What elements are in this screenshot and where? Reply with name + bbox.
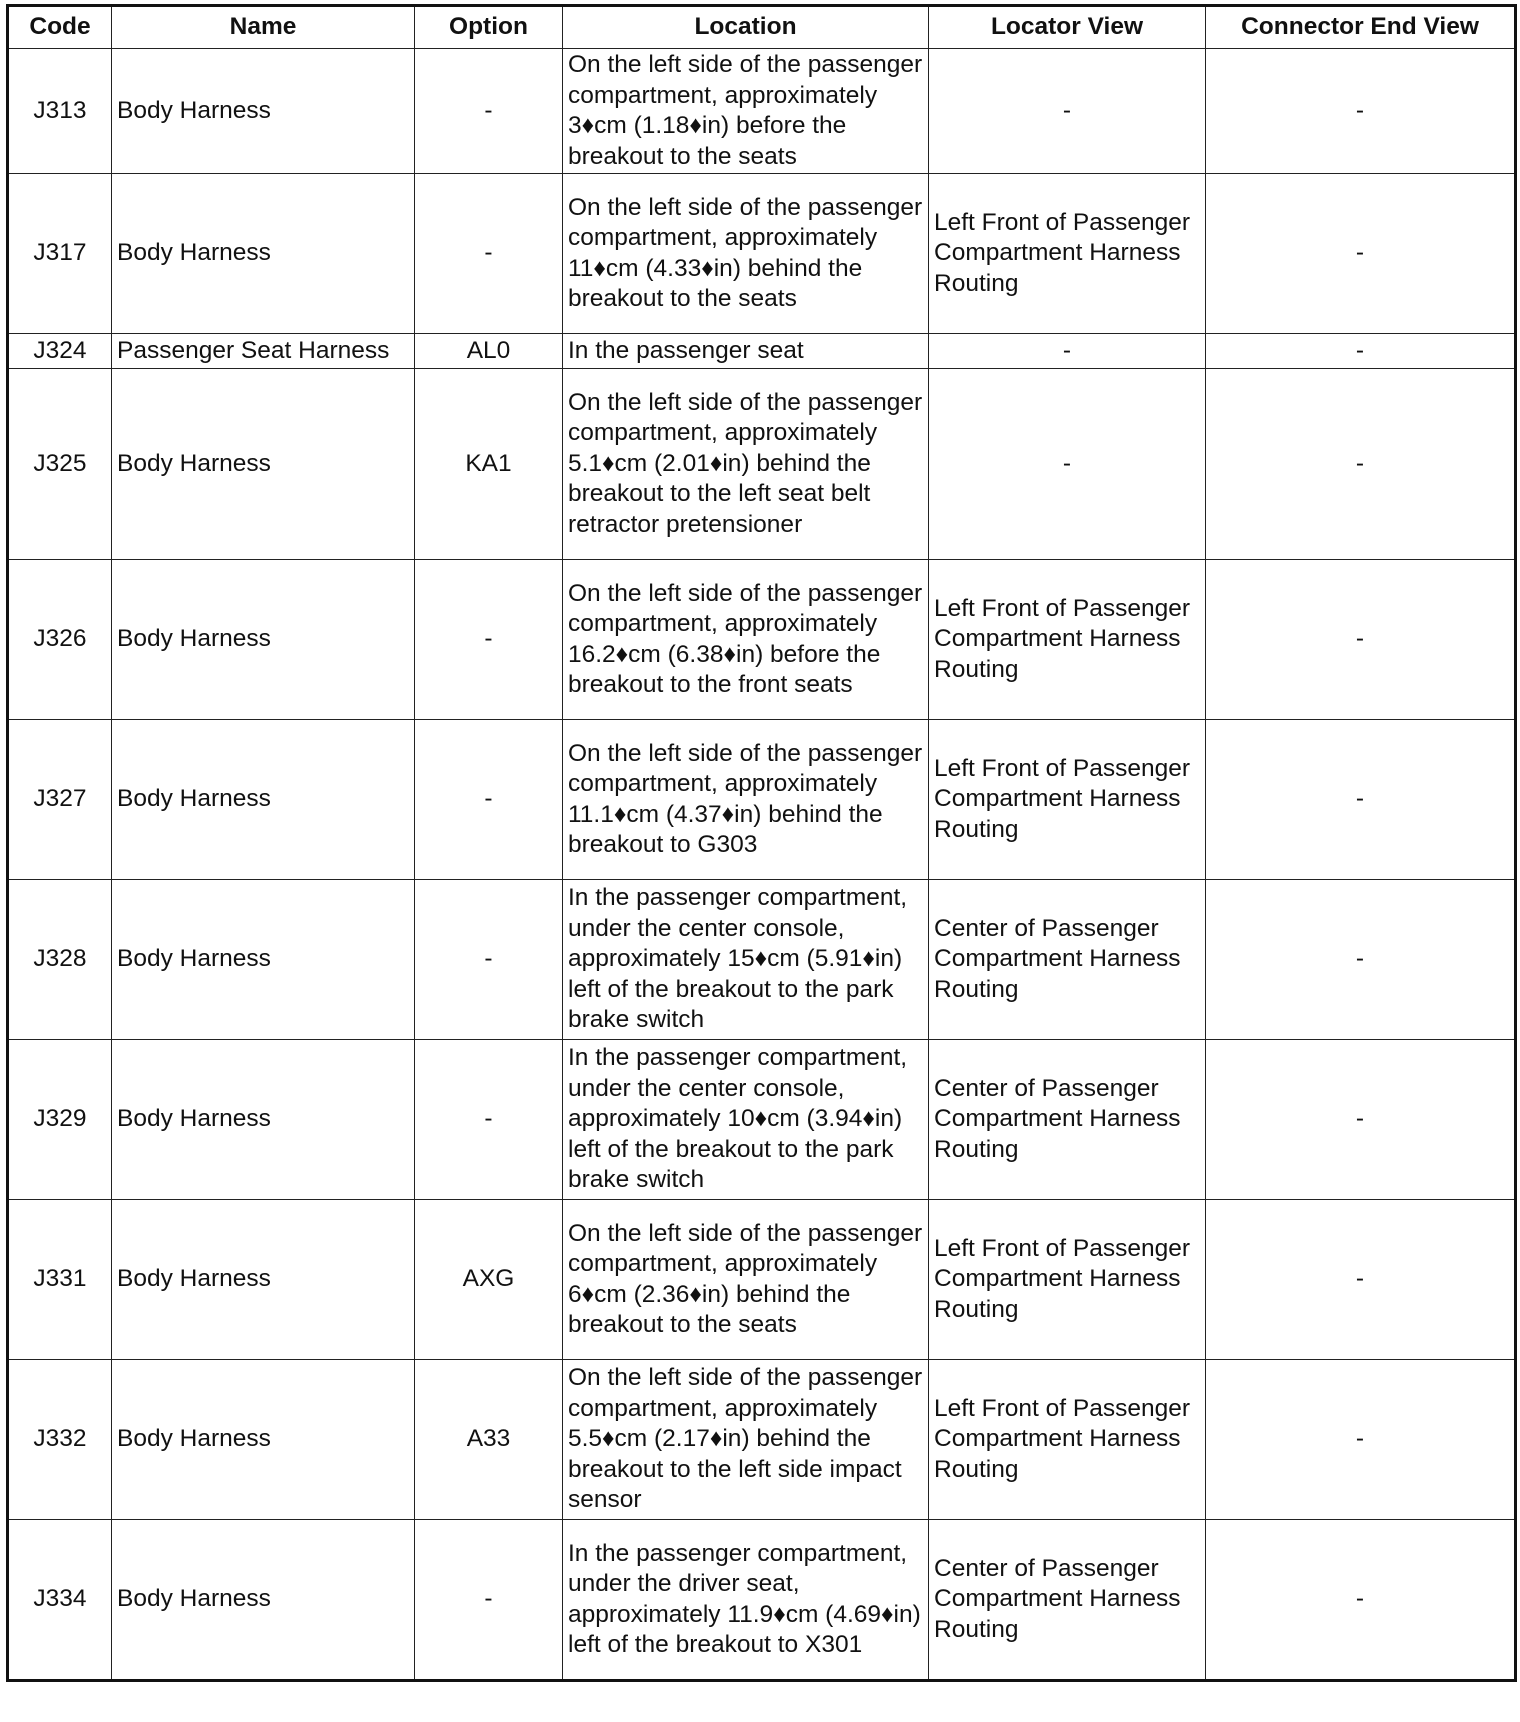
cell-name: Body Harness <box>112 1040 415 1200</box>
cell-location: On the left side of the passenger compartment, approximately 11♦cm (4.33♦in) behind the breakout to the seats <box>563 174 929 334</box>
header-connector-end-view: Connector End View <box>1206 6 1516 49</box>
cell-option: AL0 <box>415 334 563 369</box>
cell-name: Body Harness <box>112 369 415 560</box>
cell-connector-end-view: - <box>1206 1200 1516 1360</box>
cell-connector-end-view: - <box>1206 1040 1516 1200</box>
cell-option: - <box>415 720 563 880</box>
cell-location: On the left side of the passenger compartment, approximately 5.1♦cm (2.01♦in) behind the breakout to the left seat belt retractor pretensioner <box>563 369 929 560</box>
table-row <box>8 1040 1516 1200</box>
cell-location: On the left side of the passenger compartment, approximately 3♦cm (1.18♦in) before the breakout to the seats <box>563 49 929 174</box>
cell-code: J325 <box>8 369 112 560</box>
table-header-row <box>8 6 1516 49</box>
cell-locator-view: Left Front of Passenger Compartment Harness Routing <box>929 720 1206 880</box>
cell-option: AXG <box>415 1200 563 1360</box>
cell-locator-view: Center of Passenger Compartment Harness Routing <box>929 1040 1206 1200</box>
table-row <box>8 1200 1516 1360</box>
table-row <box>8 720 1516 880</box>
cell-code: J332 <box>8 1360 112 1520</box>
cell-option: - <box>415 1040 563 1200</box>
cell-location: In the passenger compartment, under the center console, approximately 10♦cm (3.94♦in) left of the breakout to the park brake switch <box>563 1040 929 1200</box>
cell-name: Passenger Seat Harness <box>112 334 415 369</box>
cell-code: J334 <box>8 1520 112 1681</box>
cell-connector-end-view: - <box>1206 880 1516 1040</box>
cell-connector-end-view: - <box>1206 174 1516 334</box>
cell-name: Body Harness <box>112 174 415 334</box>
cell-code: J317 <box>8 174 112 334</box>
cell-locator-view: - <box>929 49 1206 174</box>
cell-code: J327 <box>8 720 112 880</box>
header-locator-view: Locator View <box>929 6 1206 49</box>
cell-code: J331 <box>8 1200 112 1360</box>
cell-code: J328 <box>8 880 112 1040</box>
table-row <box>8 174 1516 334</box>
header-option: Option <box>415 6 563 49</box>
cell-connector-end-view: - <box>1206 1360 1516 1520</box>
cell-location: On the left side of the passenger compartment, approximately 6♦cm (2.36♦in) behind the breakout to the seats <box>563 1200 929 1360</box>
cell-option: KA1 <box>415 369 563 560</box>
cell-connector-end-view: - <box>1206 369 1516 560</box>
cell-location: On the left side of the passenger compartment, approximately 16.2♦cm (6.38♦in) before the breakout to the front seats <box>563 560 929 720</box>
cell-option: - <box>415 174 563 334</box>
table-row <box>8 560 1516 720</box>
cell-location: In the passenger seat <box>563 334 929 369</box>
cell-option: A33 <box>415 1360 563 1520</box>
cell-code: J324 <box>8 334 112 369</box>
cell-location: In the passenger compartment, under the center console, approximately 15♦cm (5.91♦in) left of the breakout to the park brake switch <box>563 880 929 1040</box>
cell-location: On the left side of the passenger compartment, approximately 11.1♦cm (4.37♦in) behind the breakout to G303 <box>563 720 929 880</box>
cell-connector-end-view: - <box>1206 334 1516 369</box>
cell-option: - <box>415 49 563 174</box>
cell-name: Body Harness <box>112 49 415 174</box>
cell-locator-view: Left Front of Passenger Compartment Harness Routing <box>929 1360 1206 1520</box>
table-row <box>8 1360 1516 1520</box>
connector-table <box>6 4 1517 1682</box>
cell-name: Body Harness <box>112 880 415 1040</box>
cell-locator-view: - <box>929 334 1206 369</box>
header-name: Name <box>112 6 415 49</box>
cell-name: Body Harness <box>112 1200 415 1360</box>
header-location: Location <box>563 6 929 49</box>
cell-locator-view: Center of Passenger Compartment Harness Routing <box>929 880 1206 1040</box>
cell-locator-view: Left Front of Passenger Compartment Harness Routing <box>929 174 1206 334</box>
cell-code: J329 <box>8 1040 112 1200</box>
cell-locator-view: Center of Passenger Compartment Harness Routing <box>929 1520 1206 1681</box>
table-row <box>8 1520 1516 1681</box>
cell-name: Body Harness <box>112 1520 415 1681</box>
cell-locator-view: - <box>929 369 1206 560</box>
cell-connector-end-view: - <box>1206 560 1516 720</box>
table-row <box>8 369 1516 560</box>
cell-option: - <box>415 880 563 1040</box>
cell-code: J326 <box>8 560 112 720</box>
table-row <box>8 880 1516 1040</box>
cell-connector-end-view: - <box>1206 720 1516 880</box>
cell-connector-end-view: - <box>1206 1520 1516 1681</box>
cell-locator-view: Left Front of Passenger Compartment Harness Routing <box>929 1200 1206 1360</box>
cell-code: J313 <box>8 49 112 174</box>
cell-option: - <box>415 1520 563 1681</box>
cell-name: Body Harness <box>112 560 415 720</box>
cell-locator-view: Left Front of Passenger Compartment Harness Routing <box>929 560 1206 720</box>
cell-name: Body Harness <box>112 720 415 880</box>
table-row <box>8 334 1516 369</box>
cell-connector-end-view: - <box>1206 49 1516 174</box>
header-code: Code <box>8 6 112 49</box>
cell-location: On the left side of the passenger compartment, approximately 5.5♦cm (2.17♦in) behind the breakout to the left side impact sensor <box>563 1360 929 1520</box>
cell-name: Body Harness <box>112 1360 415 1520</box>
table-row <box>8 49 1516 174</box>
cell-option: - <box>415 560 563 720</box>
cell-location: In the passenger compartment, under the driver seat, approximately 11.9♦cm (4.69♦in) left of the breakout to X301 <box>563 1520 929 1681</box>
